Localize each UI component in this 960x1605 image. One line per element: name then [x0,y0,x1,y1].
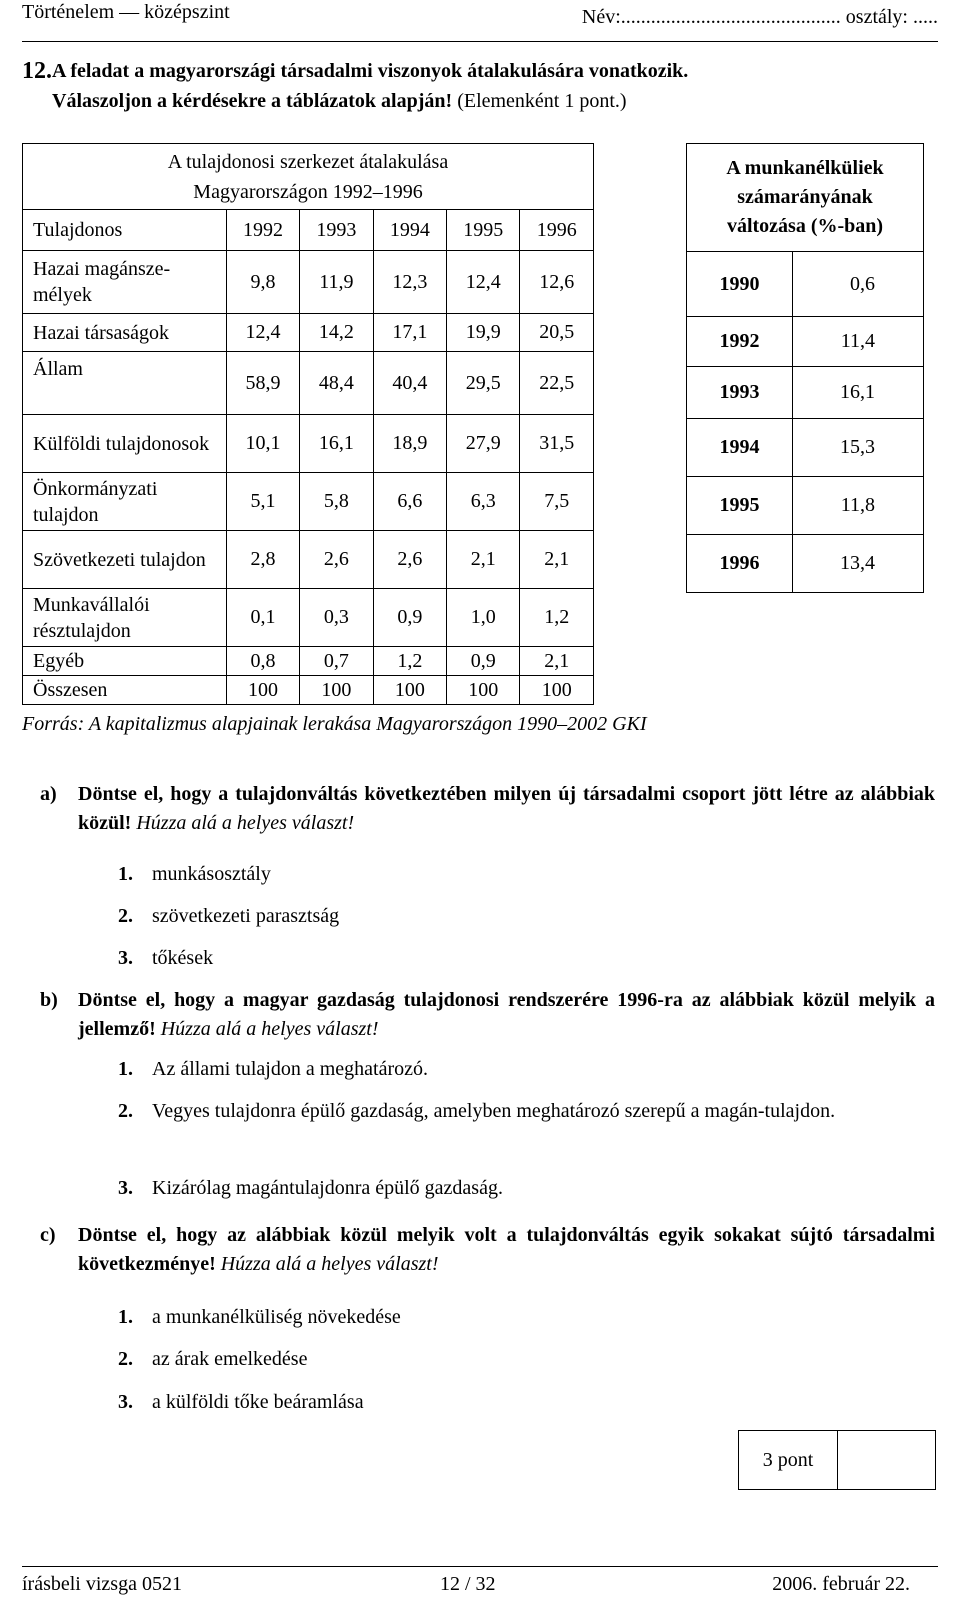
row-label: Külföldi tulajdonosok [23,415,227,473]
question-c [40,1221,935,1279]
task-intro-points: (Elemenként 1 pont.) [457,90,627,112]
unemployment-title-line2: számarányának [737,186,873,208]
question-instruction: Húzza alá a helyes választ! [136,812,355,834]
option-item[interactable] [118,902,339,931]
option-item[interactable] [118,1345,307,1374]
cell-value: 12,4 [226,314,299,352]
rate-cell: 13,4 [793,535,924,593]
unemployment-table-title [687,144,924,252]
option-text: az árak emelkedése [152,1348,308,1370]
cell-value: 17,1 [373,314,446,352]
question-text: Döntse el, hogy az alábbiak közül melyik volt a tulajdonváltás egyik sokakat sújtó társadalmi következménye! [78,1224,935,1275]
table-row [687,535,924,593]
option-number: 2. [118,1100,133,1122]
option-text: Vegyes tulajdonra épülő gazdaság, amelyben meghatározó szerepű a magán-tulajdon. [152,1100,836,1122]
cell-value: 0,9 [373,589,446,647]
cell-value: 27,9 [447,415,520,473]
rate-cell: 11,4 [793,317,924,367]
cell-value: 31,5 [520,415,594,473]
rate-cell: 16,1 [793,367,924,419]
year-header: 1992 [226,210,299,251]
cell-value: 6,6 [373,473,446,531]
table-row [23,352,594,415]
table-row [23,251,594,314]
footer-date: 2006. február 22. [772,1573,910,1595]
row-label: Önkormányzati tulajdon [23,473,227,531]
year-header: 1993 [300,210,373,251]
row-label: Szövetkezeti tulajdon [23,531,227,589]
footer-rule [22,1566,938,1567]
table-row [687,252,924,317]
cell-value: 40,4 [373,352,446,415]
question-b [40,986,935,1044]
unemployment-table [686,143,924,593]
cell-value: 16,1 [300,415,373,473]
cell-value: 0,7 [300,647,373,676]
task-intro-line2 [52,90,627,113]
cell-value: 12,4 [447,251,520,314]
table-row [687,477,924,535]
cell-value: 2,1 [520,531,594,589]
cell-value: 29,5 [447,352,520,415]
cell-value: 100 [300,676,373,705]
cell-value: 48,4 [300,352,373,415]
source-citation: Forrás: A kapitalizmus alapjainak lerakása Magyarországon 1990–2002 GKI [22,713,647,735]
unemployment-title-line1: A munkanélküliek [726,157,884,179]
option-text: Az állami tulajdon a meghatározó. [152,1058,429,1080]
cell-value: 1,2 [373,647,446,676]
cell-value: 22,5 [520,352,594,415]
cell-value: 2,6 [373,531,446,589]
option-item[interactable] [118,1174,503,1203]
table-row [687,317,924,367]
cell-value: 100 [373,676,446,705]
cell-value: 100 [520,676,594,705]
option-item[interactable] [118,1388,364,1417]
cell-value: 12,3 [373,251,446,314]
cell-value: 20,5 [520,314,594,352]
row-label: Összesen [23,676,227,705]
cell-value: 2,6 [300,531,373,589]
question-letter: c) [40,1224,56,1246]
row-label: Hazai társaságok [23,314,227,352]
year-cell: 1992 [687,317,793,367]
table-row [687,419,924,477]
table-row [23,676,594,705]
cell-value: 2,1 [447,531,520,589]
footer-exam: írásbeli vizsga 0521 [22,1573,182,1595]
cell-value: 1,2 [520,589,594,647]
cell-value: 0,9 [447,647,520,676]
header-rule [22,41,938,42]
rate-cell: 0,6 [793,252,924,317]
col-label-owner: Tulajdonos [23,210,227,251]
cell-value: 11,9 [300,251,373,314]
row-label: Állam [23,352,227,415]
cell-value: 100 [447,676,520,705]
task-intro-instruction: Válaszoljon a kérdésekre a táblázatok alapján! [52,90,453,112]
cell-value: 18,9 [373,415,446,473]
question-letter: a) [40,783,57,805]
option-item[interactable] [118,944,213,973]
option-item[interactable] [118,860,271,889]
option-item[interactable] [118,1055,428,1084]
ownership-title-line1: A tulajdonosi szerkezet átalakulása [167,150,449,173]
question-letter: b) [40,989,58,1011]
cell-value: 0,8 [226,647,299,676]
cell-value: 12,6 [520,251,594,314]
question-instruction: Húzza alá a helyes választ! [160,1018,379,1040]
option-number: 3. [118,1391,133,1413]
rate-cell: 11,8 [793,477,924,535]
year-header: 1994 [373,210,446,251]
option-text: tőkések [152,947,214,969]
option-number: 1. [118,863,133,885]
cell-value: 6,3 [447,473,520,531]
option-text: a külföldi tőke beáramlása [152,1391,364,1413]
points-box [738,1430,936,1490]
row-label: Hazai magánsze-mélyek [23,251,227,314]
option-number: 2. [118,1348,133,1370]
cell-value: 9,8 [226,251,299,314]
year-cell: 1996 [687,535,793,593]
table-row [23,589,594,647]
cell-value: 19,9 [447,314,520,352]
cell-value: 1,0 [447,589,520,647]
year-header: 1996 [520,210,594,251]
option-number: 3. [118,947,133,969]
option-text: Kizárólag magántulajdonra épülő gazdaság. [152,1177,503,1199]
table-row [23,415,594,473]
option-item[interactable] [118,1303,401,1332]
rate-cell: 15,3 [793,419,924,477]
unemployment-title-line3: változása (%-ban) [726,215,884,237]
task-intro-line1: A feladat a magyarországi társadalmi viszonyok átalakulására vonatkozik. [52,60,689,82]
option-number: 1. [118,1306,133,1328]
table-row [23,531,594,589]
cell-value: 100 [226,676,299,705]
option-number: 2. [118,905,133,927]
year-header: 1995 [447,210,520,251]
option-number: 3. [118,1177,133,1199]
task-number: 12. [22,58,52,84]
question-a [40,780,935,838]
question-instruction: Húzza alá a helyes választ! [220,1253,439,1275]
cell-value: 5,1 [226,473,299,531]
option-text: szövetkezeti parasztság [152,905,340,927]
cell-value: 14,2 [300,314,373,352]
year-cell: 1993 [687,367,793,419]
option-number: 1. [118,1058,133,1080]
year-cell: 1990 [687,252,793,317]
cell-value: 5,8 [300,473,373,531]
cell-value: 10,1 [226,415,299,473]
year-cell: 1994 [687,419,793,477]
header-subject: Történelem — középszint [22,1,230,23]
cell-value: 0,3 [300,589,373,647]
ownership-table-title [23,144,594,210]
table-row [23,647,594,676]
header-name-field: Név:............................................ osztály: ..... [581,6,938,28]
option-text: munkásosztály [152,863,271,885]
question-text: Döntse el, hogy a magyar gazdaság tulajdonosi rendszerére 1996-ra az alábbiak közül melyik a jellemző! [78,989,935,1040]
cell-value: 58,9 [226,352,299,415]
cell-value: 2,8 [226,531,299,589]
question-text: Döntse el, hogy a tulajdonváltás következtében milyen új társadalmi csoport jött létre az alábbiak közül! [78,783,935,834]
points-score-field[interactable] [838,1431,936,1490]
table-row [23,314,594,352]
cell-value: 0,1 [226,589,299,647]
row-label: Munkavállalói résztulajdon [23,589,227,647]
footer-page: 12 / 32 [440,1573,496,1595]
table-row [687,367,924,419]
ownership-title-line2: Magyarországon 1992–1996 [193,180,423,203]
ownership-table [22,143,594,705]
table-row [23,473,594,531]
option-text: a munkanélküliség növekedése [152,1306,401,1328]
row-label: Egyéb [23,647,227,676]
year-cell: 1995 [687,477,793,535]
cell-value: 2,1 [520,647,594,676]
option-item[interactable] [118,1097,936,1126]
cell-value: 7,5 [520,473,594,531]
points-label: 3 pont [739,1431,838,1490]
